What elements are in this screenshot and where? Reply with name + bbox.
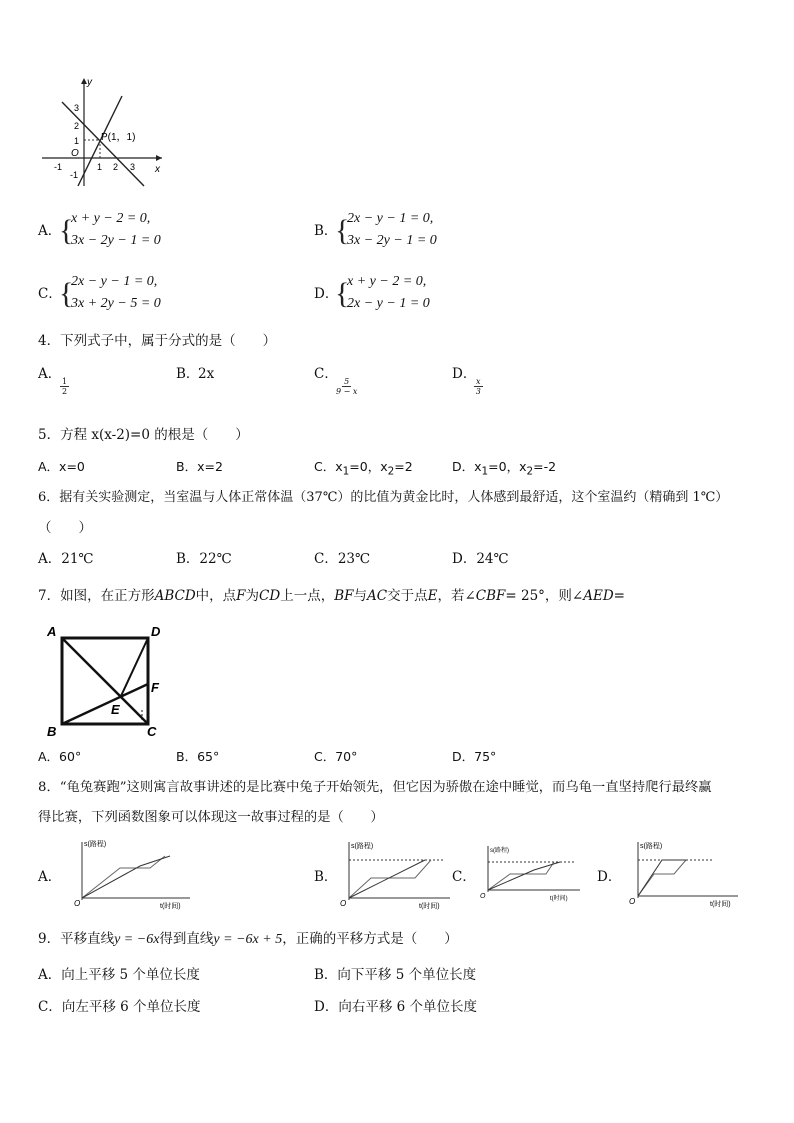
option-label: C． xyxy=(314,366,338,382)
stem-text: ，正确的平移方式是（ ） xyxy=(282,931,458,947)
equation: 2x − y − 1 = 0, xyxy=(71,274,158,289)
option-text: =-2 xyxy=(533,459,557,474)
q5-option-c[interactable] xyxy=(314,458,413,481)
stem-text: 上一点， xyxy=(280,588,335,604)
point-e: E xyxy=(111,702,120,717)
q7-option-d[interactable]: D．75° xyxy=(452,749,497,764)
numerator: 5 xyxy=(344,377,350,386)
s-axis-label: s(路程) xyxy=(351,843,374,850)
option-label: D． xyxy=(314,286,339,302)
equation: 2x − y − 1 = 0 xyxy=(347,296,430,311)
point-p-label: P(1，1) xyxy=(101,132,136,143)
y-tick: 2 xyxy=(74,121,80,131)
stem-text: = 25°，则∠ xyxy=(505,588,584,604)
stem-text: 与 xyxy=(353,588,367,604)
x-tick: 2 xyxy=(113,162,119,172)
origin-label: O xyxy=(629,897,636,906)
option-text: 2x xyxy=(198,366,215,382)
q8-option-b-label[interactable]: B． xyxy=(314,869,338,885)
q3-option-a[interactable] xyxy=(38,210,298,252)
equation: x + y − 2 = 0, xyxy=(71,211,151,226)
math-var: CBF xyxy=(475,588,506,604)
q4-stem: 4．下列式子中，属于分式的是（ ） xyxy=(38,333,277,349)
q8-graph-b[interactable] xyxy=(335,838,455,914)
q6-option-b[interactable]: B．22℃ xyxy=(176,551,232,567)
fraction xyxy=(474,377,483,396)
stem-text: = xyxy=(613,588,625,604)
q7-option-a[interactable]: A．60° xyxy=(38,749,82,764)
equation: x + y − 2 = 0, xyxy=(347,274,427,289)
s-axis-label: s(路程) xyxy=(490,848,509,854)
q3-option-b[interactable] xyxy=(314,210,574,252)
q8-option-a-label[interactable]: A． xyxy=(38,869,62,885)
q9-option-b[interactable]: B．向下平移 5 个单位长度 xyxy=(314,967,477,983)
q4-option-d[interactable] xyxy=(452,365,572,405)
vertex-d: D xyxy=(151,624,161,639)
x-tick: 1 xyxy=(97,162,103,172)
q6-option-c[interactable]: C．23℃ xyxy=(314,551,371,567)
option-text: D．x xyxy=(452,459,482,474)
q5-option-b[interactable]: B．x=2 xyxy=(176,459,223,474)
option-label: A． xyxy=(38,223,62,239)
option-label: C． xyxy=(38,286,62,302)
math-equation: y = −6x xyxy=(114,932,160,947)
origin-label: O xyxy=(340,899,347,908)
q8-option-d-label[interactable]: D． xyxy=(597,869,622,885)
option-text: =0，x xyxy=(488,459,527,474)
q7-option-c[interactable]: C．70° xyxy=(314,749,358,764)
math-equation: y = −6x + 5 xyxy=(213,932,283,947)
stem-text: 得到直线 xyxy=(159,931,214,947)
brace-icon: { xyxy=(59,277,74,310)
subscript: 1 xyxy=(481,465,489,478)
option-text: =2 xyxy=(394,459,413,474)
stem-text: 交于点 xyxy=(387,588,428,604)
q6-option-d[interactable]: D．24℃ xyxy=(452,551,509,567)
q4-option-b[interactable] xyxy=(176,365,296,405)
stem-text: 为 xyxy=(245,588,260,604)
math-var: ABCD xyxy=(154,588,196,604)
x-axis-label: x xyxy=(155,164,160,175)
math-var: AC xyxy=(367,588,388,604)
numerator: x xyxy=(476,377,481,386)
y-tick: 1 xyxy=(74,136,80,146)
option-label: B． xyxy=(314,223,338,239)
point-f: F xyxy=(151,680,159,695)
q8-stem-line1: 8．“龟兔赛跑”这则寓言故事讲述的是比赛中兔子开始领先，但它因为骄傲在途中睡觉，而乌龟一直坚持爬行最终赢 xyxy=(38,780,712,795)
q9-option-d[interactable]: D．向右平移 6 个单位长度 xyxy=(314,999,477,1015)
equation: 3x + 2y − 5 = 0 xyxy=(71,296,161,311)
vertex-b: B xyxy=(47,724,57,739)
stem-text: ，若∠ xyxy=(437,588,476,604)
option-label: D． xyxy=(452,366,477,382)
q5-option-a[interactable]: A．x=0 xyxy=(38,459,85,474)
t-axis-label: t(时间) xyxy=(160,903,181,910)
denominator: 2 xyxy=(62,387,68,396)
t-axis-label: t(时间) xyxy=(550,896,568,902)
stem-text: 中，点 xyxy=(195,588,237,604)
fraction xyxy=(336,377,357,396)
option-text: =0，x xyxy=(349,459,388,474)
vertex-c: C xyxy=(147,724,157,739)
q7-square-figure xyxy=(44,622,168,740)
q9-option-a[interactable]: A．向上平移 5 个单位长度 xyxy=(38,967,200,983)
brace-icon: { xyxy=(335,277,350,310)
option-label: A． xyxy=(38,366,62,382)
s-axis-label: s(路程) xyxy=(84,841,107,848)
fraction xyxy=(60,377,69,396)
t-axis-label: t(时间) xyxy=(710,901,731,908)
stem-text: 9．平移直线 xyxy=(38,931,115,947)
math-var: AED xyxy=(583,588,614,604)
q8-stem-line2: 得比赛，下列函数图象可以体现这一故事过程的是（ ） xyxy=(38,810,384,825)
equation: 3x − 2y − 1 = 0 xyxy=(347,233,437,248)
q8-option-c-label[interactable]: C． xyxy=(452,869,476,885)
math-var: CD xyxy=(259,588,281,604)
option-text: C．x xyxy=(314,459,343,474)
vertex-a: A xyxy=(47,624,57,639)
denominator: 9 − x xyxy=(336,387,358,396)
q3-option-d[interactable] xyxy=(314,273,574,315)
q6-option-a[interactable]: A．21℃ xyxy=(38,551,94,567)
q9-option-c[interactable]: C．向左平移 6 个单位长度 xyxy=(38,999,201,1015)
numerator: 1 xyxy=(62,377,68,386)
q6-stem: 6．据有关实验测定，当室温与人体正常体温（37℃）的比值为黄金比时，人体感到最舒适，这个室温约（精确到 1℃） xyxy=(38,490,729,505)
q5-stem: 5．方程 x(x-2)=0 的根是（ ） xyxy=(38,427,249,443)
denominator: 3 xyxy=(475,387,481,396)
equation: 3x − 2y − 1 = 0 xyxy=(71,233,161,248)
math-var: E xyxy=(427,588,438,604)
brace-icon: { xyxy=(335,214,350,247)
q3-coordinate-graph xyxy=(38,74,168,192)
q6-paren: （ ） xyxy=(38,520,92,536)
s-axis-label: s(路程) xyxy=(640,843,663,850)
origin-label: O xyxy=(74,899,81,908)
y-tick: -1 xyxy=(70,170,79,180)
y-axis-label: y xyxy=(87,77,92,88)
q8-graph-a[interactable] xyxy=(60,838,200,914)
q3-option-c[interactable] xyxy=(38,273,298,315)
math-var: BF xyxy=(334,588,354,604)
origin-label: O xyxy=(480,893,486,900)
q7-stem xyxy=(38,587,625,605)
q9-stem xyxy=(38,930,458,949)
q5-option-d[interactable] xyxy=(452,458,556,481)
y-tick: 3 xyxy=(74,103,80,113)
q8-graph-c[interactable] xyxy=(474,842,584,908)
option-label: B． xyxy=(176,366,200,382)
equation: 2x − y − 1 = 0, xyxy=(347,211,434,226)
math-var: F xyxy=(236,588,246,604)
brace-icon: { xyxy=(59,214,74,247)
stem-text: 7．如图，在正方形 xyxy=(38,588,155,604)
q4-option-c[interactable] xyxy=(314,365,434,405)
x-tick: 3 xyxy=(130,162,136,172)
origin-label: O xyxy=(71,148,79,159)
q7-option-b[interactable]: B．65° xyxy=(176,749,220,764)
q8-graph-d[interactable] xyxy=(624,838,742,914)
q4-option-a[interactable] xyxy=(38,365,158,405)
t-axis-label: t(时间) xyxy=(419,903,440,910)
x-tick: -1 xyxy=(54,162,63,172)
subscript: 2 xyxy=(526,465,534,478)
subscript: 1 xyxy=(342,465,350,478)
subscript: 2 xyxy=(387,465,395,478)
